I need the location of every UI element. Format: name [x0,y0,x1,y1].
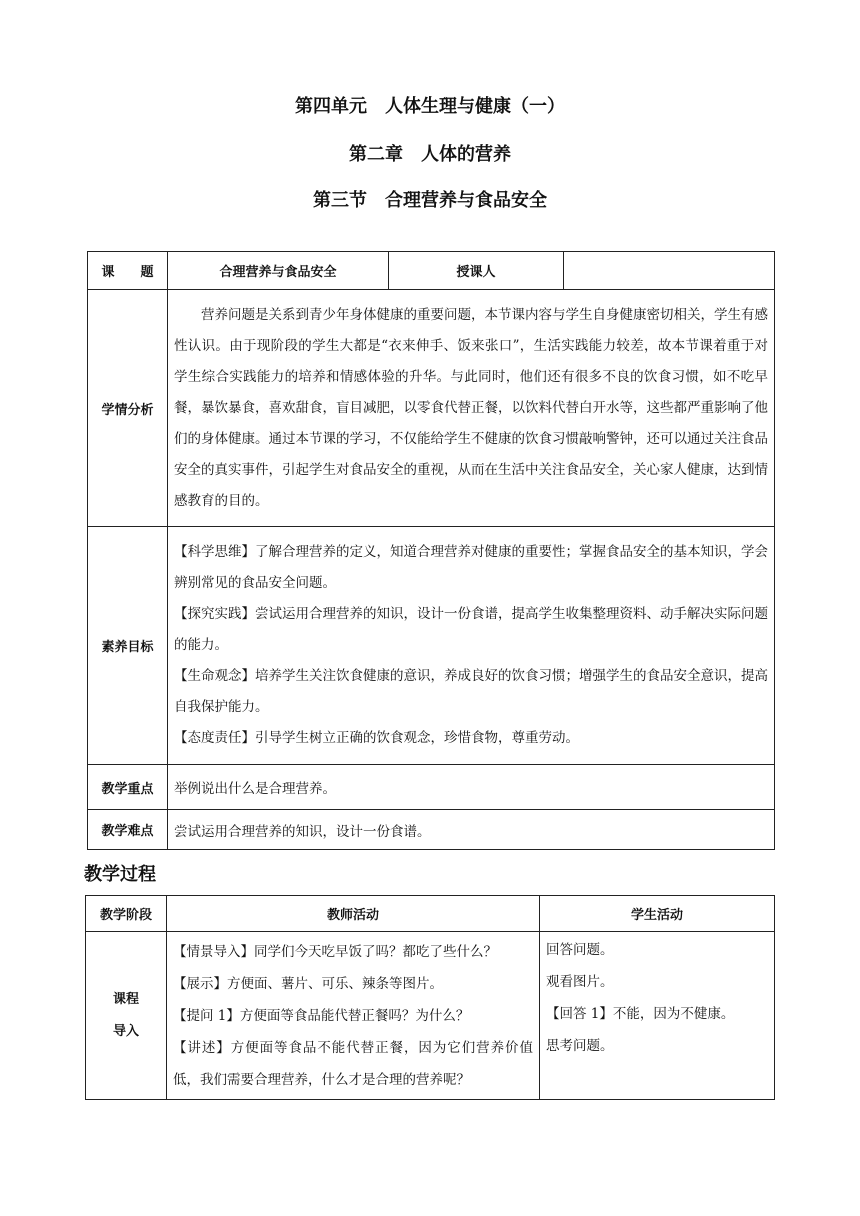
topic-row [88,252,775,290]
col-teacher-header: 教师活动 [167,896,540,932]
unit-title: 第四单元 人体生理与健康（一） [295,96,565,117]
teacher-item: 【情景导入】同学们今天吃早饭了吗？都吃了些什么？ [173,943,497,960]
stage-line: 导入 [112,1023,139,1039]
process-row [86,932,775,1100]
teacher-value [564,252,775,290]
analysis-label: 学情分析 [88,290,168,527]
key-row [88,765,775,810]
chapter-title: 第二章 人体的营养 [349,144,511,165]
goal-item: 【科学思维】了解合理营养的定义，知道合理营养对健康的重要性；掌握食品安全的基本知识，学会辨别常见的食品安全问题。 [174,544,768,591]
teacher-label: 授课人 [389,252,564,290]
process-heading: 教学过程 [84,864,156,885]
goals-row [88,527,775,765]
key-label: 教学重点 [88,765,168,810]
topic-label: 课 题 [88,252,168,290]
stage-cell [86,932,167,1100]
student-activity [540,932,775,1100]
stage-line: 课程 [112,991,139,1007]
goals-list [168,527,775,765]
student-item: 回答问题。 [546,942,614,958]
topic-value: 合理营养与食品安全 [168,252,389,290]
student-item: 【回答 1】不能，因为不健康。 [546,1006,735,1022]
teacher-activity [167,932,540,1100]
student-item: 观看图片。 [546,974,614,990]
student-item: 思考问题。 [546,1038,614,1054]
process-table [85,895,775,1100]
difficulty-label: 教学难点 [88,810,168,850]
difficulty-row [88,810,775,850]
teacher-item: 【展示】方便面、薯片、可乐、辣条等图片。 [173,975,443,992]
col-stage-header: 教学阶段 [86,896,167,932]
info-table [87,251,775,850]
teacher-item: 【提问 1】方便面等食品能代替正餐吗？为什么？ [173,1007,470,1024]
section-title: 第三节 合理营养与食品安全 [313,190,547,211]
analysis-text: 营养问题是关系到青少年身体健康的重要问题，本节课内容与学生自身健康密切相关，学生有感性认识。由于现阶段的学生大都是“衣来伸手、饭来张口”，生活实践能力较差，故本节课着重于对学生综合实践能力的培养和情感体验的升华。与此同时，他们还有很多不良的饮食习惯，如不吃早餐，暴饮暴食，喜欢甜食，盲目减肥，以零食代替正餐，以饮料代替白开水等，这些都严重影响了他们的身体健康。通过本节课的学习，不仅能给学生不健康的饮食习惯敲响警钟，还可以通过关注食品安全的真实事件，引起学生对食品安全的重视，从而在生活中关注食品安全，关心家人健康，达到情感教育的目的。 [168,290,775,527]
difficulty-text: 尝试运用合理营养的知识，设计一份食谱。 [168,810,775,850]
goals-label: 素养目标 [88,527,168,765]
process-header-row [86,896,775,932]
goal-item: 【生命观念】培养学生关注饮食健康的意识，养成良好的饮食习惯；增强学生的食品安全意识，提高自我保护能力。 [174,668,768,715]
key-text: 举例说出什么是合理营养。 [168,765,775,810]
analysis-row [88,290,775,527]
col-student-header: 学生活动 [540,896,775,932]
teacher-item: 【讲述】方便面等食品不能代替正餐，因为它们营养价值低，我们需要合理营养，什么才是合理的营养呢？ [173,1039,533,1088]
goal-item: 【态度责任】引导学生树立正确的饮食观念，珍惜食物，尊重劳动。 [174,730,579,746]
goal-item: 【探究实践】尝试运用合理营养的知识，设计一份食谱，提高学生收集整理资料、动手解决实际问题的能力。 [174,606,768,653]
